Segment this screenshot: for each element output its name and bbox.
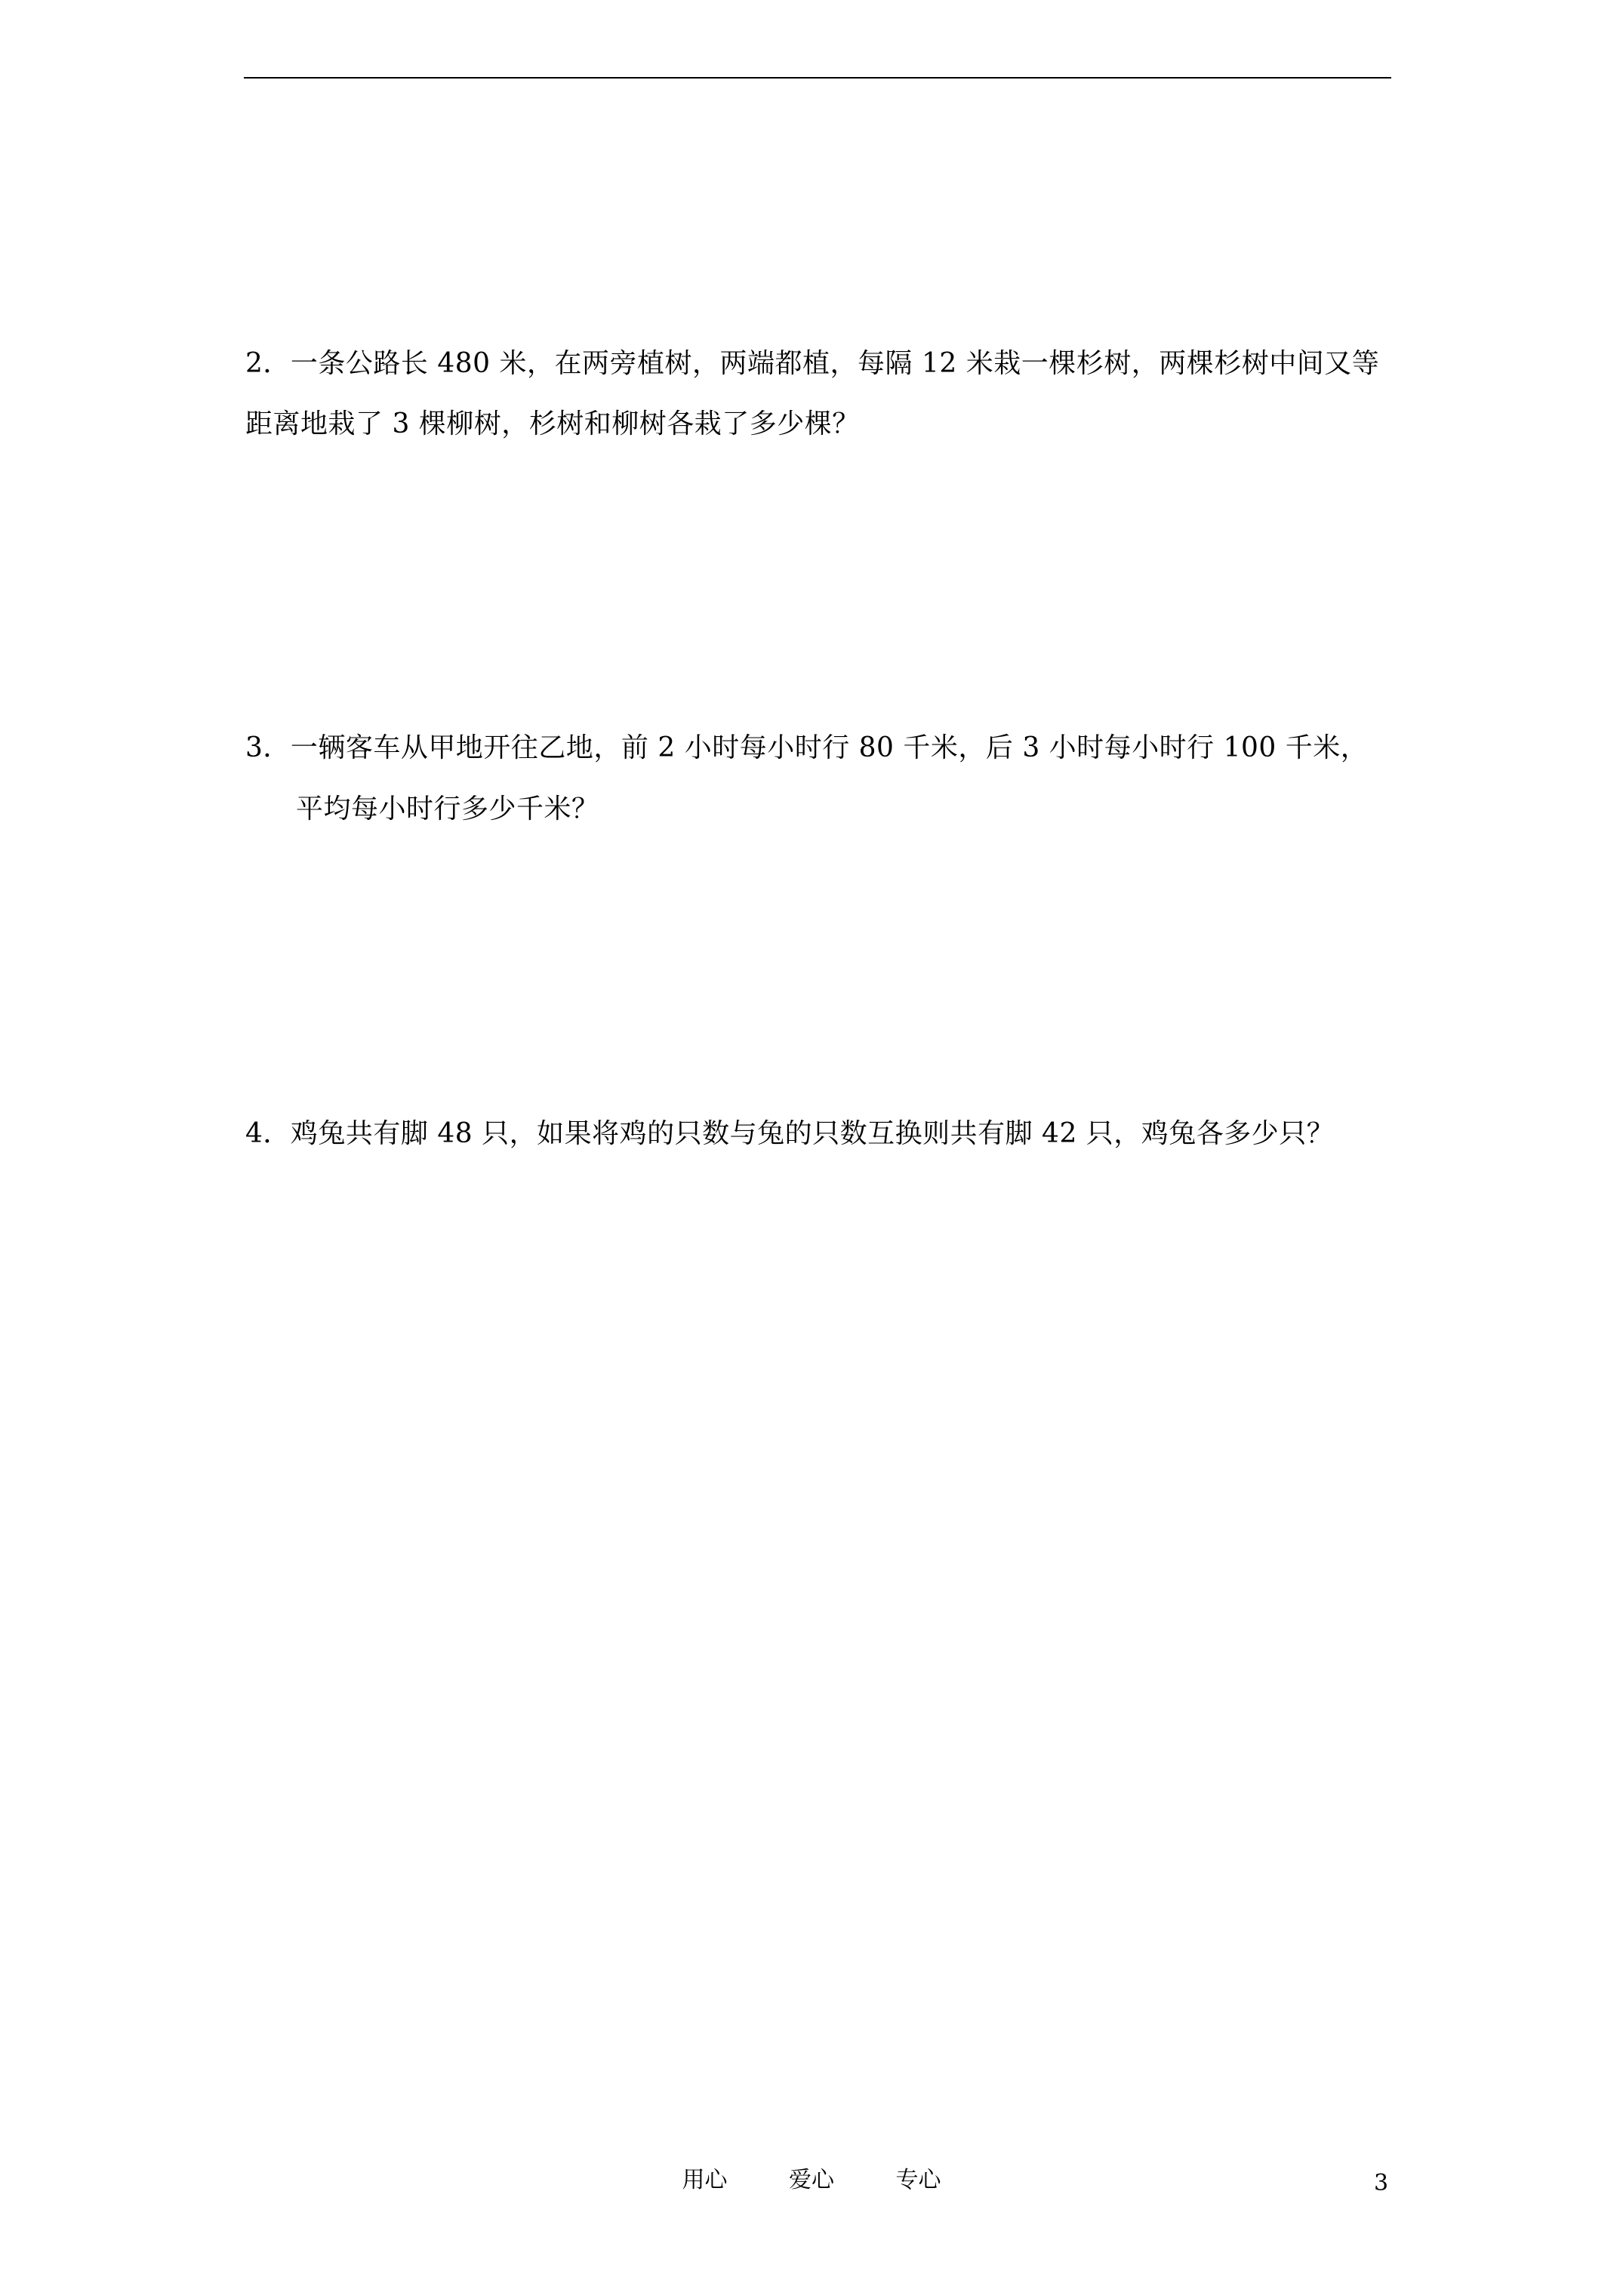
footer-motto-word-3: 专心: [895, 2167, 941, 2193]
problem-3-line-1: 3．一辆客车从甲地开往乙地，前 2 小时每小时行 80 千米，后 3 小时每小时行 100 千米，: [245, 732, 1369, 763]
problem-2-line-1: 2．一条公路长 480 米，在两旁植树，两端都植，每隔 12 米栽一棵杉树，两棵杉树中间又等: [245, 348, 1380, 379]
footer-motto-word-2: 爱心: [789, 2167, 834, 2193]
problem-3-line-2: 平均每小时行多少千米？: [296, 794, 599, 824]
footer-motto-word-1: 用心: [682, 2167, 728, 2193]
problem-2-line-2: 距离地栽了 3 棵柳树，杉树和柳树各栽了多少棵？: [245, 408, 860, 439]
page-number: 3: [1374, 2170, 1389, 2196]
header-rule: [244, 77, 1391, 79]
problem-4-line-1: 4．鸡兔共有脚 48 只，如果将鸡的只数与兔的只数互换则共有脚 42 只，鸡兔各多少只？: [245, 1118, 1335, 1149]
